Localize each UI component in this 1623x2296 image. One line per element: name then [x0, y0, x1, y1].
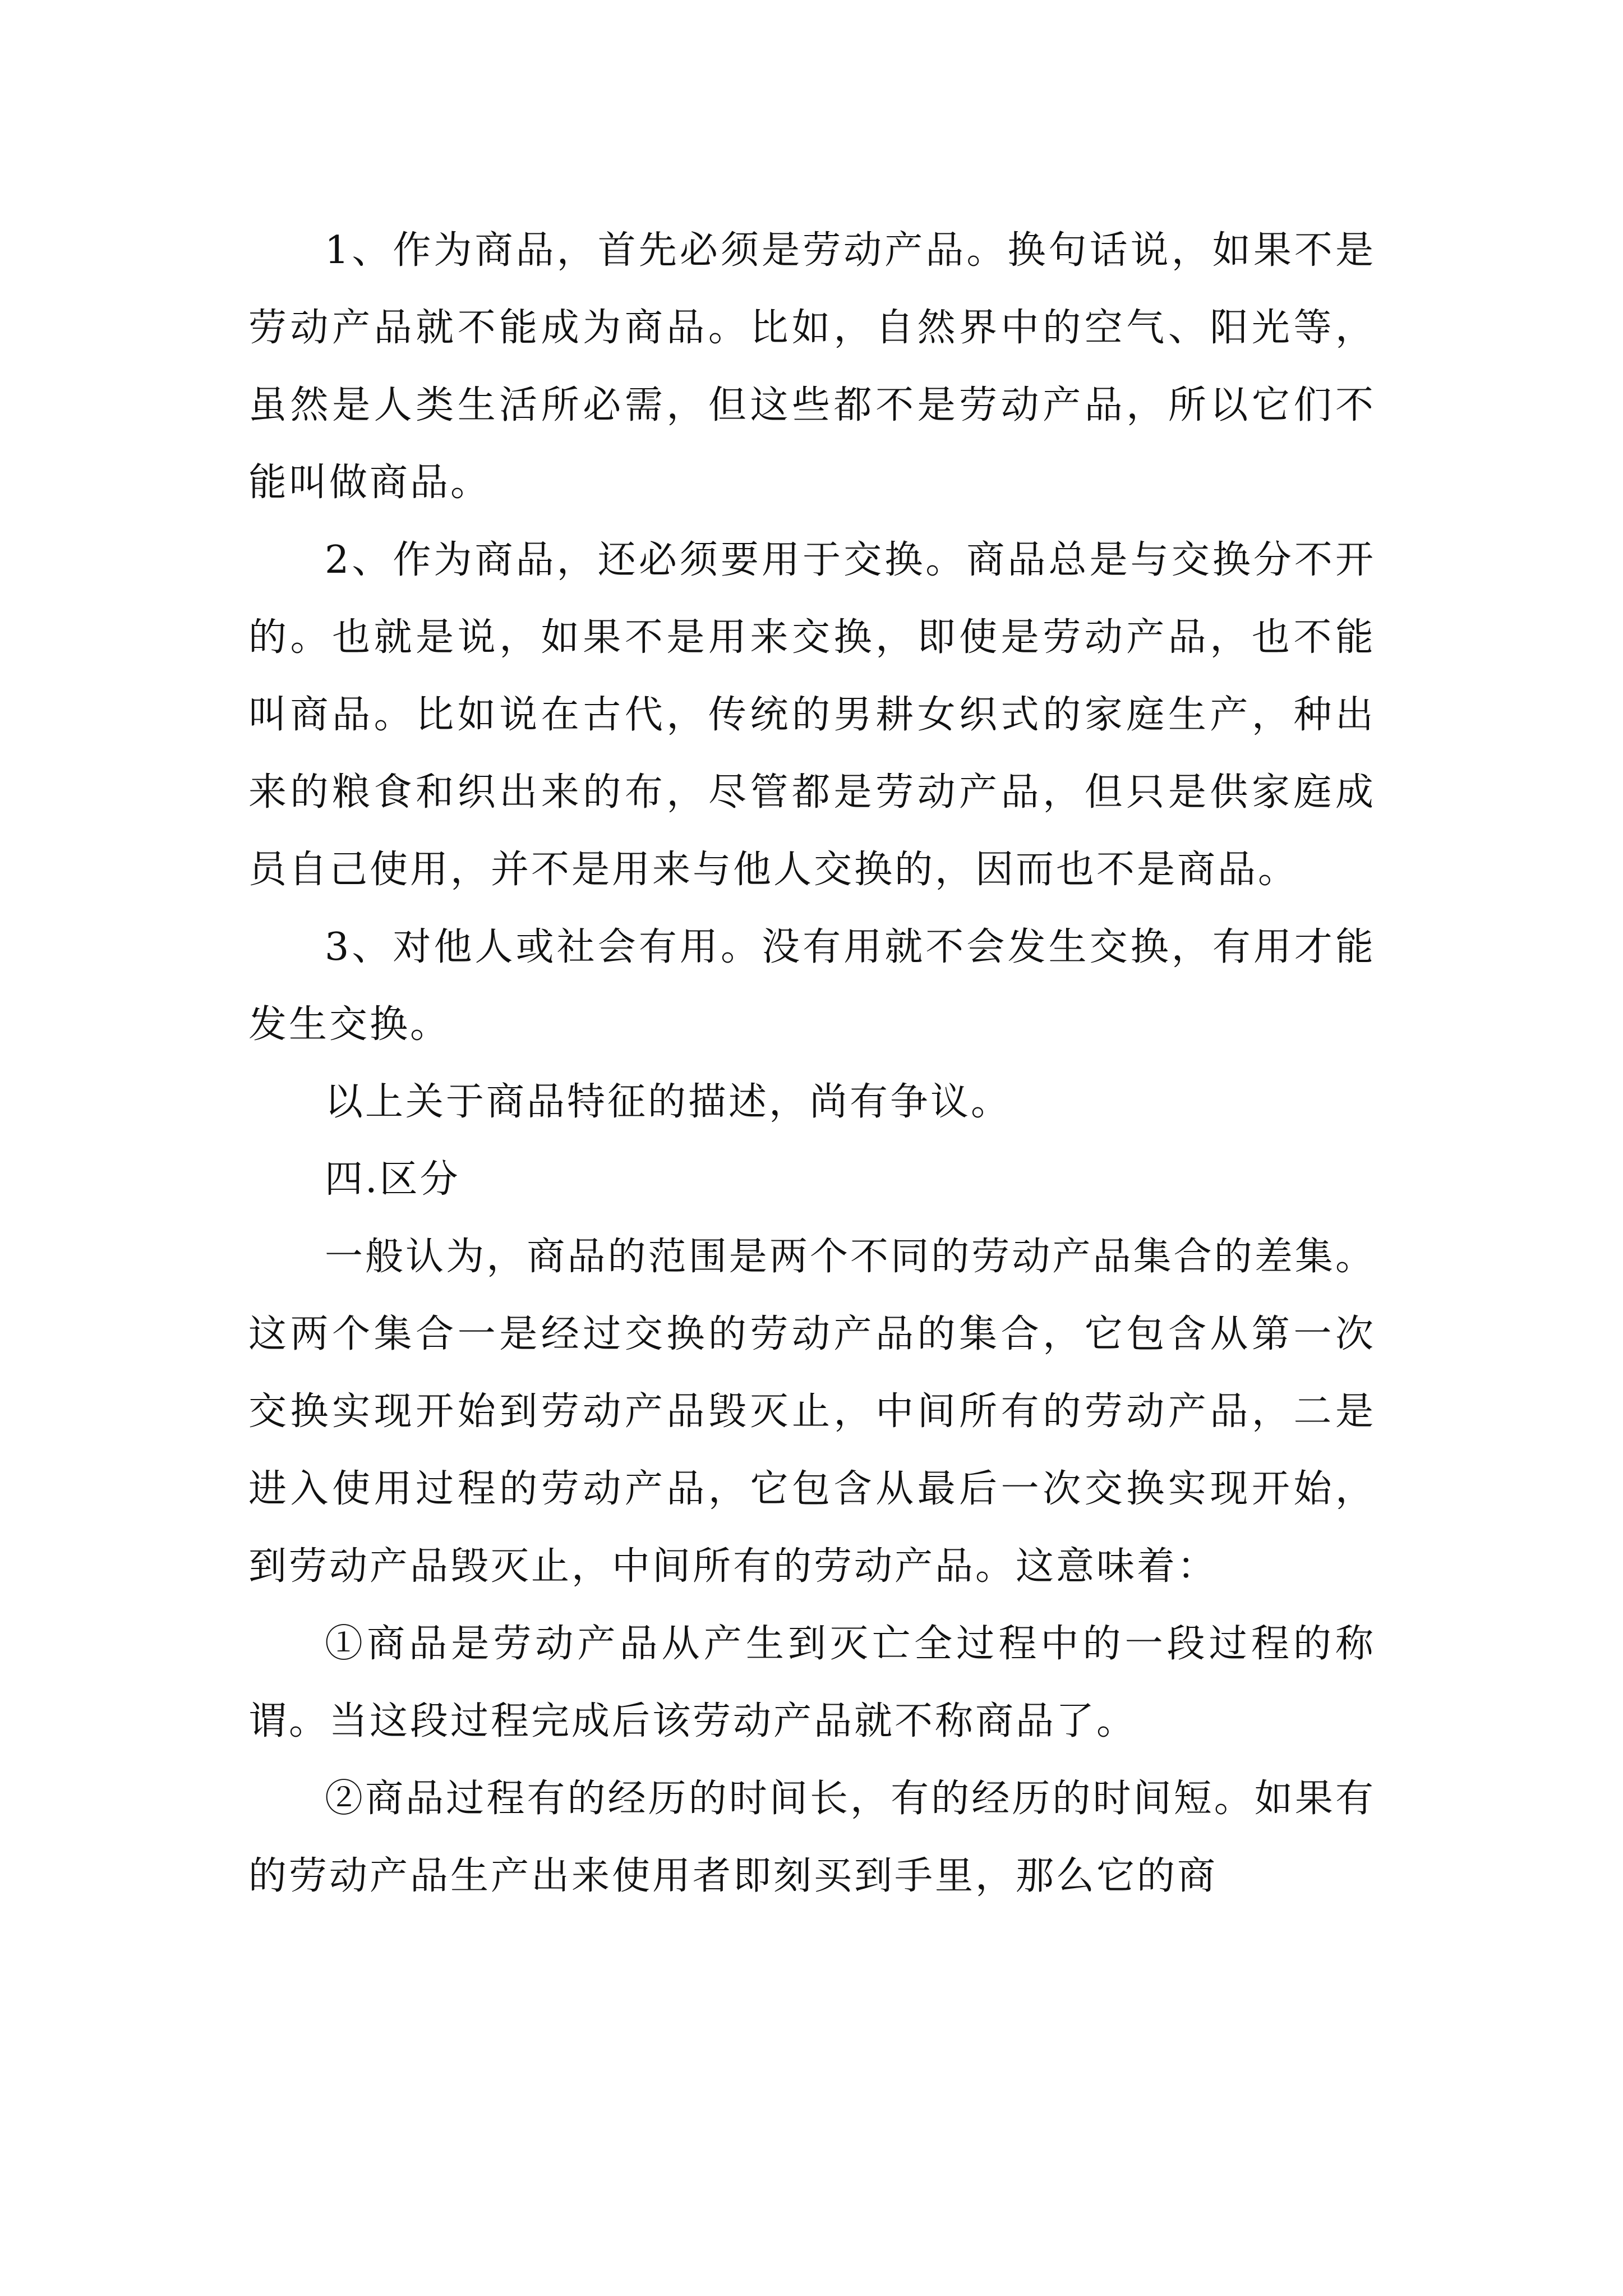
- paragraph-3: 3、对他人或社会有用。没有用就不会发生交换，有用才能发生交换。: [248, 925, 1376, 1047]
- paragraph-1: 1、作为商品，首先必须是劳动产品。换句话说，如果不是劳动产品就不能成为商品。比如，自然界中的空气、阳光等，虽然是人类生活所必需，但这些都不是劳动产品，所以它们不能叫做商品。: [248, 228, 1376, 505]
- paragraph-4: 以上关于商品特征的描述，尚有争议。: [325, 1080, 1012, 1124]
- paragraph-7: ①商品是劳动产品从产生到灭亡全过程中的一段过程的称谓。当这段过程完成后该劳动产品就不称商品了。: [248, 1622, 1376, 1743]
- section-heading: 四.区分: [325, 1157, 460, 1202]
- paragraph-6: 一般认为，商品的范围是两个不同的劳动产品集合的差集。这两个集合一是经过交换的劳动产品的集合，它包含从第一次交换实现开始到劳动产品毁灭止，中间所有的劳动产品，二是进入使用过程的劳动产品，它包含从最后一次交换实现开始，到劳动产品毁灭止，中间所有的劳动产品。这意味着：: [248, 1235, 1376, 1589]
- paragraph-8: ②商品过程有的经历的时间长，有的经历的时间短。如果有的劳动产品生产出来使用者即刻买到手里，那么它的商: [248, 1777, 1376, 1898]
- document-body: [248, 212, 1376, 1915]
- paragraph-2: 2、作为商品，还必须要用于交换。商品总是与交换分不开的。也就是说，如果不是用来交换，即使是劳动产品，也不能叫商品。比如说在古代，传统的男耕女织式的家庭生产，种出来的粮食和织出来的布，尽管都是劳动产品，但只是供家庭成员自己使用，并不是用来与他人交换的，因而也不是商品。: [248, 538, 1376, 892]
